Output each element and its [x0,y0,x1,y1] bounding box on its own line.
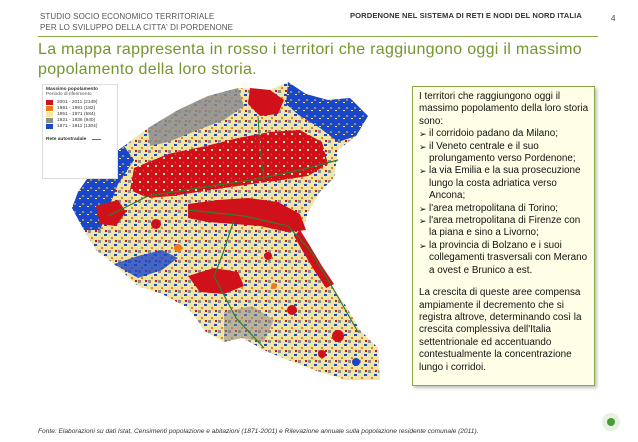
source-footnote: Fonte: Elaborazioni su dati Istat, Censimenti popolazione e abitazioni (1871-2001) e Rilevazione annuale sulla popolazione residente comunale (2011). [38,428,479,435]
header-section-title: PORDENONE NEL SISTEMA DI RETI E NODI DEL NORD ITALIA [350,11,582,20]
list-item-text: l'area metropolitana di Firenze con la piana e sino a Livorno; [429,215,581,239]
arrow-bullet-icon: ➢ [419,129,427,140]
slide-title: La mappa rappresenta in rosso i territori che raggiungono oggi il massimo popolamento della loro storia. [38,41,582,78]
legend-item-label: 1981 - 1991 (182) [57,105,96,111]
list-item [419,165,590,202]
arrow-bullet-icon: ➢ [419,240,427,251]
map-legend [42,84,118,179]
legend-road [43,129,117,142]
page-number: 4 [611,14,616,23]
list-item-text: la provincia di Bolzano e i suoi collegamenti trasversali con Merano a ovest e Brunico a est. [429,239,588,276]
header-org-line1: STUDIO SOCIO ECONOMICO TERRITORIALE [40,12,215,21]
list-item [419,240,590,277]
arrow-bullet-icon: ➢ [419,216,427,227]
list-item [419,215,590,240]
legend-item-label: 2001 - 2011 (2149) [57,99,98,105]
list-item [419,141,590,166]
arrow-bullet-icon: ➢ [419,203,427,214]
panel-paragraph: La crescita di queste aree compensa ampiamente il decremento che si registra altrove, determinando così la crescita complessiva dell'Italia settentrionale ed accentuando contestualmente la concentrazione lungo i corridoi. [419,287,582,373]
panel-intro: I territori che raggiungono oggi il massimo popolamento della loro storia sono: [419,91,589,127]
legend-road-label: Rete autostradale [46,137,87,142]
header-org [40,11,233,33]
legend-swatch [46,118,53,123]
nav-dot-inner [607,418,615,426]
nav-dot-icon[interactable] [602,413,620,431]
legend-subtitle: Periodo di riferimento [46,92,92,97]
list-item-text: il Veneto centrale e il suo prolungamento verso Pordenone; [429,140,576,165]
list-item [419,128,590,140]
list-item-text: l'area metropolitana di Torino; [429,202,559,214]
description-panel [412,86,595,386]
legend-item-label: 1921 - 1936 (940) [57,117,96,123]
list-item [419,203,590,215]
header-org-line2: PER LO SVILUPPO DELLA CITTA' DI PORDENONE [40,23,234,32]
header-divider [38,36,598,37]
legend-item-label: 1871 - 1911 (1304) [57,123,98,129]
legend-swatch [46,106,53,111]
list-item-text: la via Emilia e la sua prosecuzione lungo la costa adriatica verso Ancona; [429,165,581,202]
list-item-text: il corridoio padano da Milano; [429,128,559,140]
road-line-icon [92,139,101,140]
arrow-bullet-icon: ➢ [419,141,427,152]
legend-item-label: 1951 - 1971 (584) [57,111,96,117]
legend-title: Massimo popolamento [46,87,98,92]
arrow-bullet-icon: ➢ [419,166,427,177]
legend-swatch [46,124,53,129]
legend-swatch [46,112,53,117]
legend-swatch [46,100,53,105]
